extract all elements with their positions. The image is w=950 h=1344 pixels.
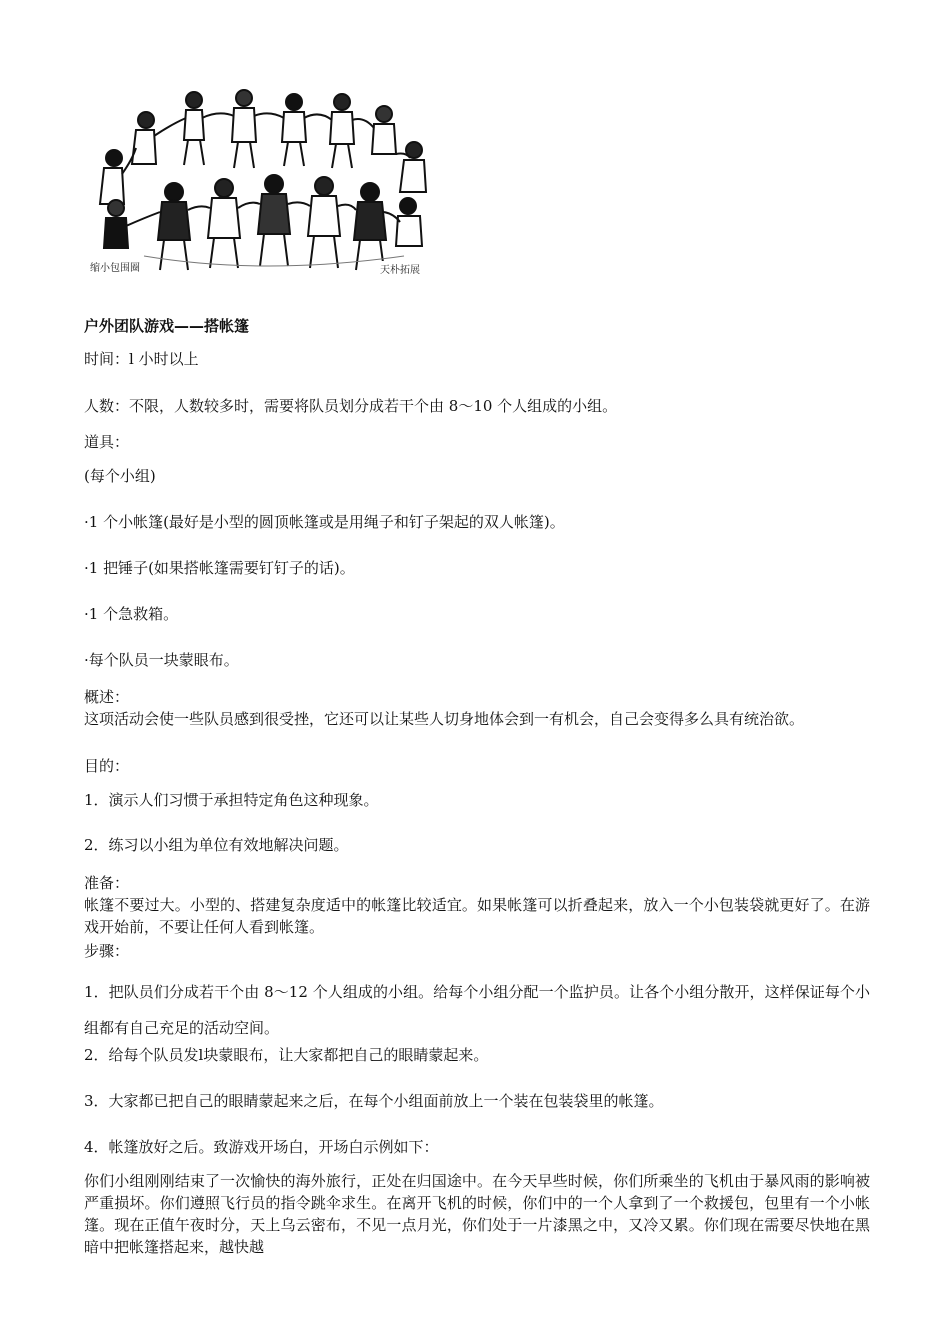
steps-label: 步骤： <box>84 942 130 960</box>
overview-label: 概述： <box>84 688 130 706</box>
props-item: ·每个队员一块蒙眼布。 <box>84 651 239 669</box>
document-title: 户外团队游戏——搭帐篷 <box>84 317 250 335</box>
step-item: 4．帐篷放好之后。致游戏开场白，开场白示例如下： <box>84 1138 439 1156</box>
prep-text: 帐篷不要过大。小型的、搭建复杂度适中的帐篷比较适宜。如果帐篷可以折叠起来，放入一个小包装袋就更好了。在游戏开始前，不要让任何人看到帐篷。 <box>84 896 870 936</box>
time-line: 时间：l 小时以上 <box>84 350 199 368</box>
props-item: ·1 个急救箱。 <box>84 605 179 623</box>
circle-game-illustration <box>84 80 442 278</box>
speech-text: 你们小组刚刚结束了一次愉快的海外旅行，正处在归国途中。在今天早些时候，你们所乘坐的飞机由于暴风雨的影响被严重损坏。你们遵照飞行员的指令跳伞求生。在离开飞机的时候，你们中的一个人拿到了一个救援包，包里有一个小帐篷。现在正值午夜时分，天上乌云密布，不见一点月光，你们处于一片漆黑之中，又冷又累。你们现在需要尽快地在黑暗中把帐篷搭起来，越快越 <box>84 1172 870 1256</box>
props-item: ·1 把锤子(如果搭帐篷需要钉钉子的话)。 <box>84 559 355 577</box>
illustration-caption-left: 缩小包围圈 <box>88 259 142 274</box>
goal-item: 2．练习以小组为单位有效地解决问题。 <box>84 836 349 854</box>
step-item: 1．把队员们分成若干个由 8～12 个人组成的小组。给每个小组分配一个监护员。让各个小组分散开，这样保证每个小组都有自己充足的活动空间。 <box>84 983 870 1037</box>
goal-label: 目的： <box>84 757 130 775</box>
goal-item: 1．演示人们习惯于承担特定角色这种现象。 <box>84 791 379 809</box>
overview-text: 这项活动会使一些队员感到很受挫，它还可以让某些人切身地体会到一有机会，自己会变得多么具有统治欲。 <box>84 710 805 728</box>
figure-front-row <box>158 175 386 270</box>
illustration-caption-right: 天朴拓展 <box>378 261 422 276</box>
props-item: ·1 个小帐篷(最好是小型的圆顶帐篷或是用绳子和钉子架起的双人帐篷)。 <box>84 513 565 531</box>
step-item: 3．大家都已把自己的眼睛蒙起来之后，在每个小组面前放上一个装在包装袋里的帐篷。 <box>84 1092 664 1110</box>
step-item: 2．给每个队员发l块蒙眼布，让大家都把自己的眼睛蒙起来。 <box>84 1046 489 1064</box>
prep-label: 准备： <box>84 874 130 892</box>
props-label: 道具： <box>84 433 130 451</box>
props-group: (每个小组) <box>84 467 156 485</box>
people-circle-drawing <box>84 80 442 278</box>
figure-back-row <box>184 90 396 168</box>
people-line: 人数：不限，人数较多时，需要将队员划分成若干个由 8～10 个人组成的小组。 <box>84 397 618 415</box>
